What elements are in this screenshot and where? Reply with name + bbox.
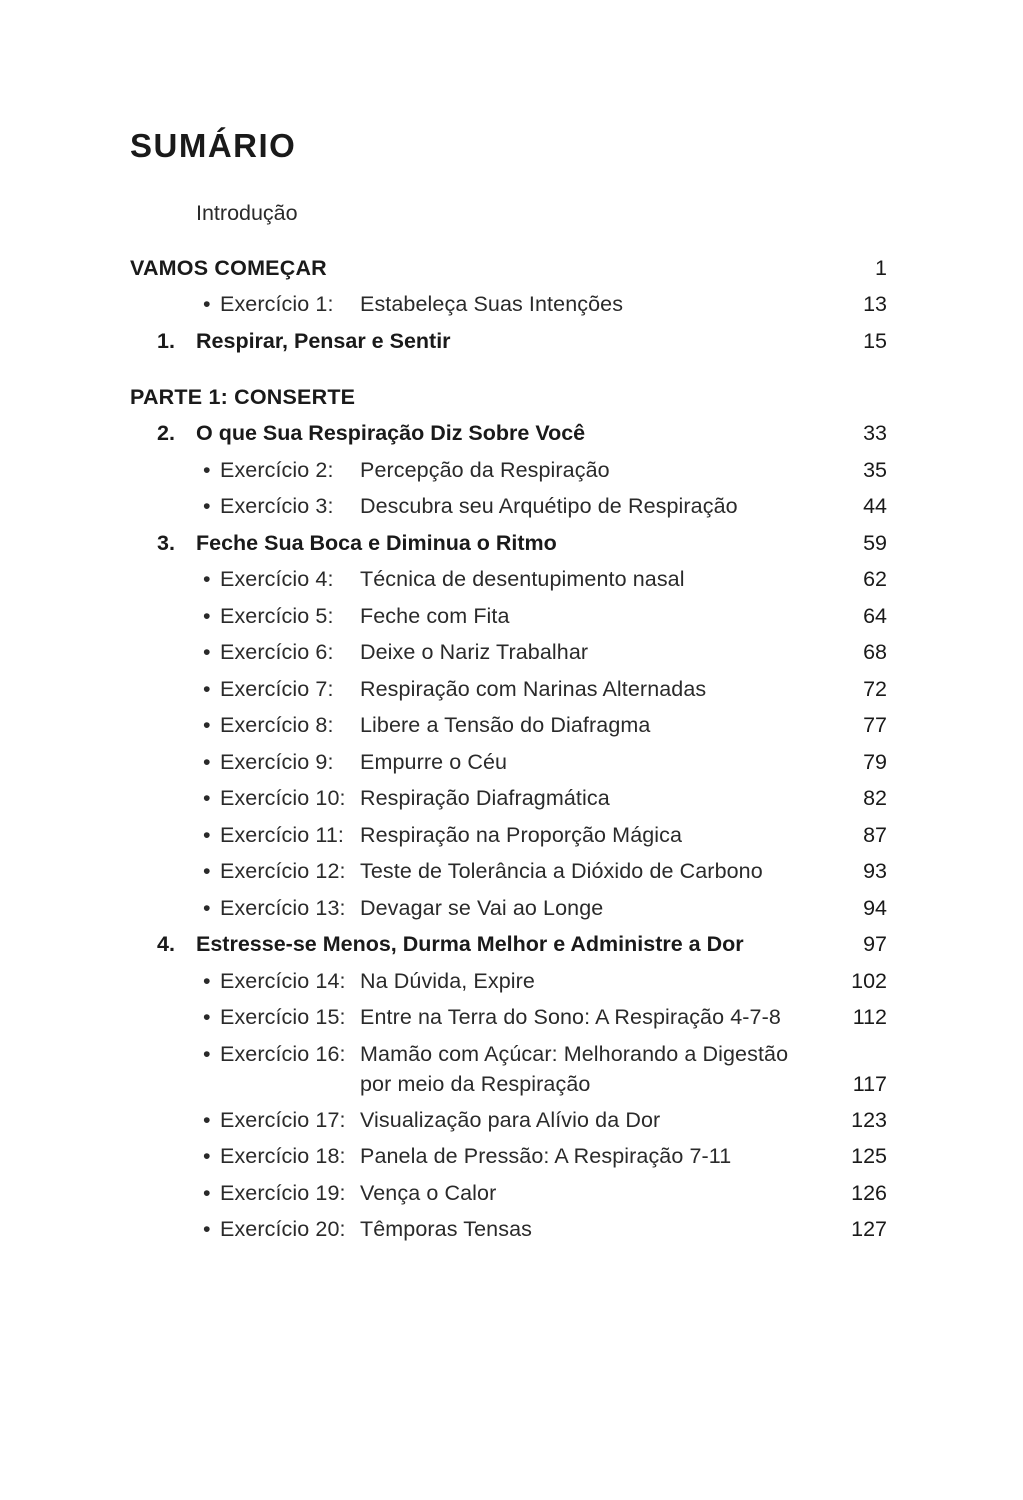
toc-exercise-title: Respiração na Proporção Mágica [360, 823, 683, 847]
toc-exercise-label: Exercício 9: [220, 750, 334, 774]
toc-page-number: 112 [852, 1005, 887, 1029]
toc-page-number: 97 [863, 932, 887, 956]
toc-intro-row[interactable] [0, 195, 1023, 231]
toc-chapter-title: Estresse-se Menos, Durma Melhor e Administre a Dor [196, 932, 744, 956]
bullet-icon: • [203, 1108, 211, 1132]
toc-page-number: 82 [863, 786, 887, 810]
toc-exercise-title: Devagar se Vai ao Longe [360, 896, 604, 920]
toc-exercise-title: Mamão com Açúcar: Melhorando a Digestão [360, 1042, 789, 1066]
bullet-icon: • [203, 1042, 211, 1066]
toc-page-number: 33 [863, 421, 887, 445]
toc-exercise-label: Exercício 10: [220, 786, 346, 810]
toc-chapter-number: 1. [157, 329, 175, 353]
toc-exercise-label: Exercício 13: [220, 896, 346, 920]
toc-exercise-title: Na Dúvida, Expire [360, 969, 535, 993]
bullet-icon: • [203, 1181, 211, 1205]
toc-exercise-row[interactable] [0, 1138, 1023, 1174]
toc-page-number: 68 [863, 640, 887, 664]
bullet-icon: • [203, 640, 211, 664]
toc-part-label: PARTE 1: CONSERTE [130, 385, 356, 409]
toc-page-number: 72 [863, 677, 887, 701]
toc-exercise-title: Entre na Terra do Sono: A Respiração 4-7-8 [360, 1005, 781, 1029]
toc-exercise-title: Têmporas Tensas [360, 1217, 532, 1241]
toc-page-number: 102 [851, 969, 887, 993]
toc-chapter-number: 3. [157, 531, 175, 555]
toc-exercise-row[interactable] [0, 452, 1023, 488]
toc-exercise-label: Exercício 6: [220, 640, 334, 664]
toc-exercise-row-continuation[interactable] [0, 1066, 1023, 1102]
bullet-icon: • [203, 859, 211, 883]
toc-chapter-title: Feche Sua Boca e Diminua o Ritmo [196, 531, 557, 555]
toc-exercise-row[interactable] [0, 634, 1023, 670]
bullet-icon: • [203, 494, 211, 518]
toc-chapter-title: Respirar, Pensar e Sentir [196, 329, 451, 353]
toc-exercise-row[interactable] [0, 1211, 1023, 1247]
bullet-icon: • [203, 896, 211, 920]
toc-exercise-row[interactable] [0, 1175, 1023, 1211]
toc-chapter-number: 4. [157, 932, 175, 956]
toc-exercise-title: Percepção da Respiração [360, 458, 610, 482]
bullet-icon: • [203, 567, 211, 591]
toc-exercise-row[interactable] [0, 488, 1023, 524]
toc-part-row[interactable] [0, 379, 1023, 415]
toc-page-number: 117 [852, 1072, 887, 1096]
toc-page-number: 94 [863, 896, 887, 920]
toc-exercise-title: Libere a Tensão do Diafragma [360, 713, 651, 737]
toc-exercise-row[interactable] [0, 780, 1023, 816]
bullet-icon: • [203, 1217, 211, 1241]
toc-exercise-row[interactable] [0, 999, 1023, 1035]
bullet-icon: • [203, 969, 211, 993]
toc-exercise-row[interactable] [0, 286, 1023, 322]
toc-exercise-row[interactable] [0, 671, 1023, 707]
toc-exercise-row[interactable] [0, 890, 1023, 926]
toc-section-label: VAMOS COMEÇAR [130, 256, 327, 280]
toc-exercise-row[interactable] [0, 561, 1023, 597]
toc-chapter-number: 2. [157, 421, 175, 445]
toc-page-number: 44 [863, 494, 887, 518]
toc-exercise-label: Exercício 17: [220, 1108, 346, 1132]
toc-exercise-row[interactable] [0, 963, 1023, 999]
toc-page-number: 77 [863, 713, 887, 737]
toc-page-number: 123 [851, 1108, 887, 1132]
toc-exercise-label: Exercício 4: [220, 567, 334, 591]
toc-exercise-label: Exercício 20: [220, 1217, 346, 1241]
toc-exercise-row[interactable] [0, 744, 1023, 780]
toc-page-number: 13 [863, 292, 887, 316]
bullet-icon: • [203, 604, 211, 628]
toc-chapter-row[interactable] [0, 323, 1023, 359]
toc-page-number: 87 [863, 823, 887, 847]
toc-exercise-label: Exercício 3: [220, 494, 334, 518]
toc-exercise-label: Exercício 18: [220, 1144, 346, 1168]
toc-exercise-title: Respiração com Narinas Alternadas [360, 677, 707, 701]
toc-chapter-row[interactable] [0, 525, 1023, 561]
bullet-icon: • [203, 1005, 211, 1029]
toc-exercise-title: Empurre o Céu [360, 750, 508, 774]
toc-exercise-label: Exercício 8: [220, 713, 334, 737]
toc-page-number: 59 [863, 531, 887, 555]
toc-chapter-title: O que Sua Respiração Diz Sobre Você [196, 421, 586, 445]
toc-exercise-row[interactable] [0, 598, 1023, 634]
toc-exercise-label: Exercício 7: [220, 677, 334, 701]
toc-exercise-label: Exercício 15: [220, 1005, 346, 1029]
bullet-icon: • [203, 458, 211, 482]
toc-exercise-label: Exercício 1: [220, 292, 334, 316]
toc-section-row[interactable] [0, 250, 1023, 286]
toc-exercise-title: Descubra seu Arquétipo de Respiração [360, 494, 738, 518]
toc-exercise-title: Deixe o Nariz Trabalhar [360, 640, 589, 664]
toc-title: SUMÁRIO [130, 127, 297, 164]
toc-exercise-title: Técnica de desentupimento nasal [360, 567, 685, 591]
bullet-icon: • [203, 292, 211, 316]
toc-exercise-title: Feche com Fita [360, 604, 510, 628]
toc-page-number: 127 [851, 1217, 887, 1241]
toc-exercise-label: Exercício 14: [220, 969, 346, 993]
toc-exercise-label: Exercício 12: [220, 859, 346, 883]
toc-exercise-label: Exercício 11: [220, 823, 344, 847]
toc-exercise-label: Exercício 16: [220, 1042, 346, 1066]
toc-page-number: 15 [863, 329, 887, 353]
toc-exercise-title: Estabeleça Suas Intenções [360, 292, 624, 316]
toc-exercise-title-continuation: por meio da Respiração [360, 1072, 591, 1096]
toc-intro-label: Introdução [196, 201, 298, 225]
toc-exercise-title: Visualização para Alívio da Dor [360, 1108, 661, 1132]
bullet-icon: • [203, 1144, 211, 1168]
toc-page-number: 62 [863, 567, 887, 591]
toc-page-number: 35 [863, 458, 887, 482]
toc-chapter-row[interactable] [0, 415, 1023, 451]
toc-page-number: 126 [851, 1181, 887, 1205]
bullet-icon: • [203, 677, 211, 701]
toc-page-number: 93 [863, 859, 887, 883]
toc-exercise-title: Teste de Tolerância a Dióxido de Carbono [360, 859, 763, 883]
toc-page-number: 64 [863, 604, 887, 628]
bullet-icon: • [203, 750, 211, 774]
toc-exercise-title: Panela de Pressão: A Respiração 7-11 [360, 1144, 732, 1168]
toc-exercise-row[interactable] [0, 853, 1023, 889]
bullet-icon: • [203, 823, 211, 847]
bullet-icon: • [203, 713, 211, 737]
toc-exercise-title: Respiração Diafragmática [360, 786, 610, 810]
toc-exercise-title: Vença o Calor [360, 1181, 497, 1205]
toc-exercise-label: Exercício 2: [220, 458, 334, 482]
toc-exercise-row[interactable] [0, 817, 1023, 853]
bullet-icon: • [203, 786, 211, 810]
toc-chapter-row[interactable] [0, 926, 1023, 962]
toc-page-number: 125 [851, 1144, 887, 1168]
toc-exercise-label: Exercício 19: [220, 1181, 346, 1205]
toc-exercise-label: Exercício 5: [220, 604, 334, 628]
toc-exercise-row[interactable] [0, 707, 1023, 743]
toc-page-number: 79 [863, 750, 887, 774]
toc-exercise-row[interactable] [0, 1102, 1023, 1138]
toc-page-number: 1 [875, 256, 887, 280]
